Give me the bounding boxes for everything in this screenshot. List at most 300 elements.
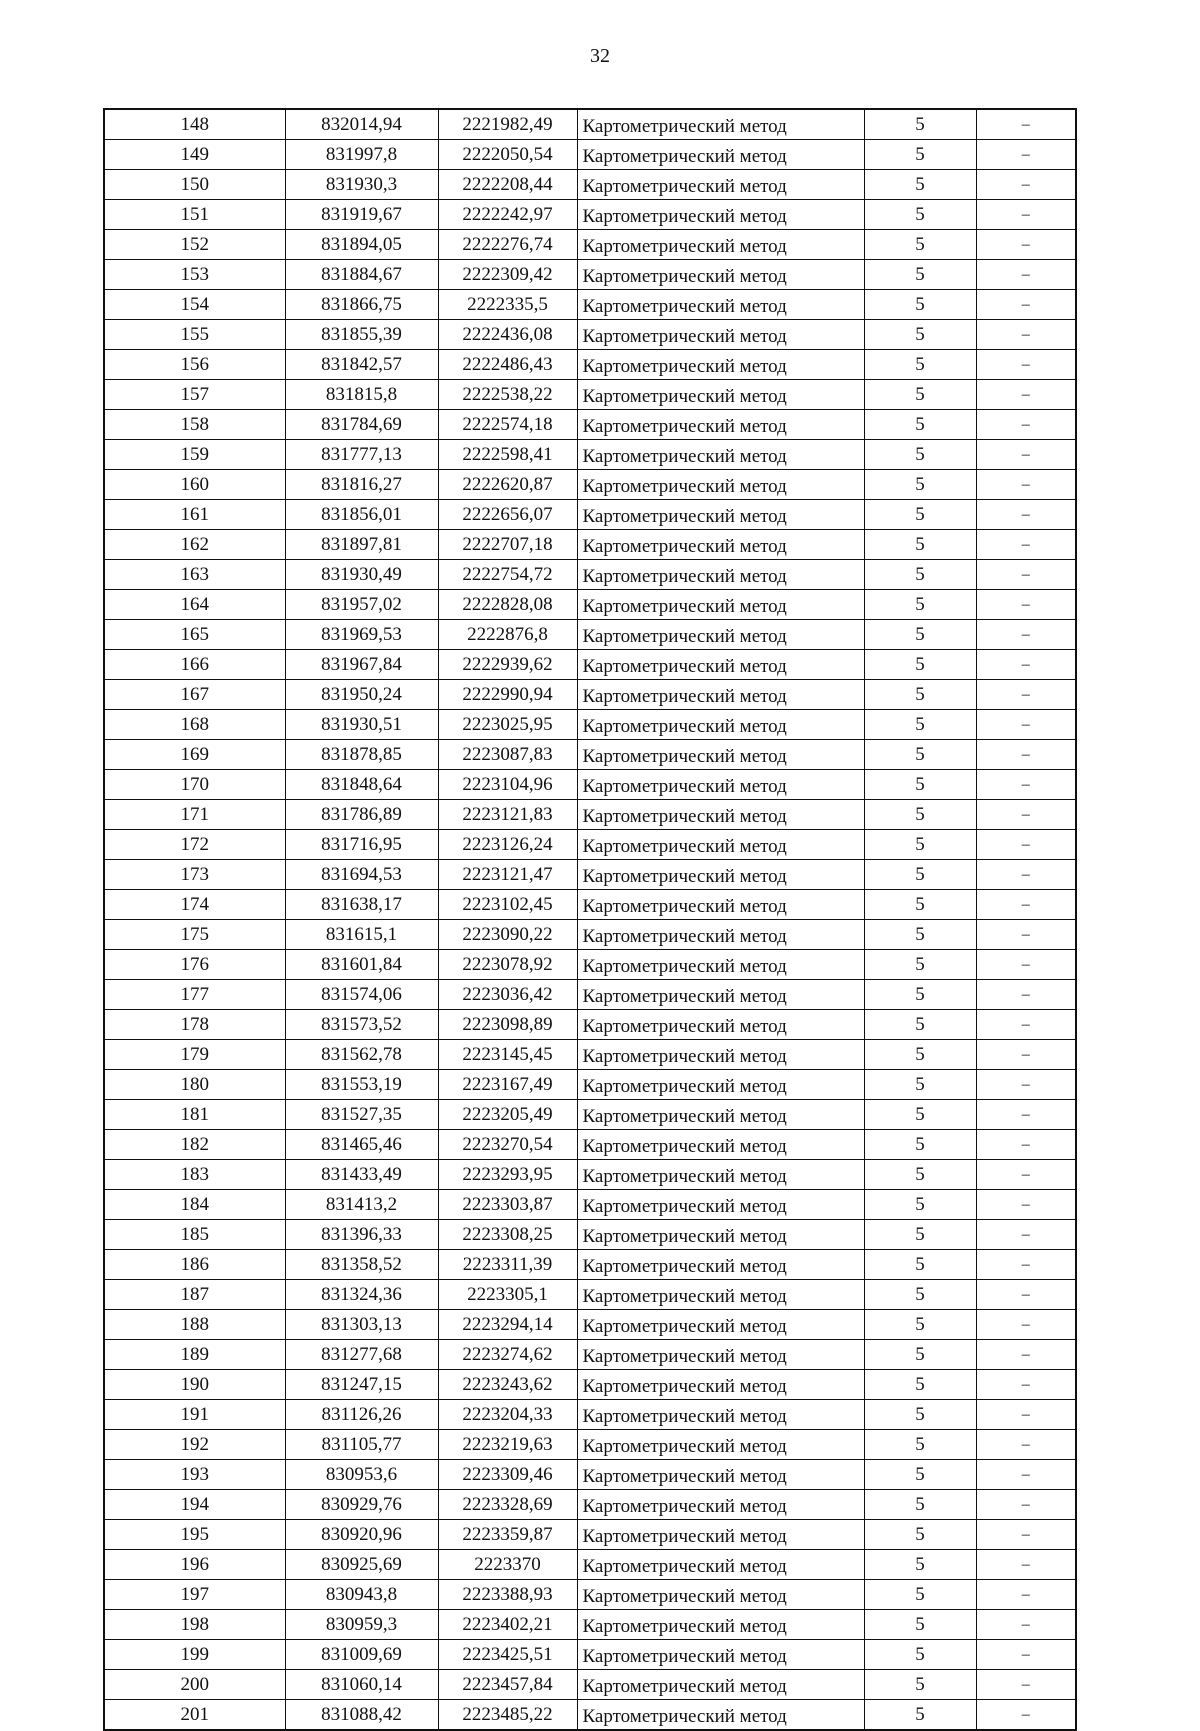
y-coordinate-cell: 2223121,83 xyxy=(438,800,577,830)
table-row xyxy=(104,800,1076,830)
accuracy-cell: 5 xyxy=(864,1010,976,1040)
x-coordinate-cell: 831919,67 xyxy=(285,200,438,230)
y-coordinate-cell: 2223359,87 xyxy=(438,1520,577,1550)
y-coordinate-cell: 2222242,97 xyxy=(438,200,577,230)
method-cell: Картометрический метод xyxy=(577,1520,864,1550)
method-cell: Картометрический метод xyxy=(577,890,864,920)
point-number-cell: 198 xyxy=(104,1610,285,1640)
x-coordinate-cell: 831694,53 xyxy=(285,860,438,890)
y-coordinate-cell: 2223102,45 xyxy=(438,890,577,920)
y-coordinate-cell: 2222939,62 xyxy=(438,650,577,680)
accuracy-cell: 5 xyxy=(864,710,976,740)
point-number-cell: 192 xyxy=(104,1430,285,1460)
table-row xyxy=(104,1160,1076,1190)
accuracy-cell: 5 xyxy=(864,1250,976,1280)
note-cell: – xyxy=(976,200,1076,230)
point-number-cell: 189 xyxy=(104,1340,285,1370)
accuracy-cell: 5 xyxy=(864,1550,976,1580)
method-cell: Картометрический метод xyxy=(577,770,864,800)
y-coordinate-cell: 2222436,08 xyxy=(438,320,577,350)
table-row xyxy=(104,1520,1076,1550)
note-cell: – xyxy=(976,920,1076,950)
method-cell: Картометрический метод xyxy=(577,1490,864,1520)
table-row xyxy=(104,980,1076,1010)
accuracy-cell: 5 xyxy=(864,890,976,920)
table-row xyxy=(104,1430,1076,1460)
y-coordinate-cell: 2223121,47 xyxy=(438,860,577,890)
method-cell: Картометрический метод xyxy=(577,1370,864,1400)
coordinates-table-body xyxy=(104,109,1076,1730)
y-coordinate-cell: 2222276,74 xyxy=(438,230,577,260)
x-coordinate-cell: 831562,78 xyxy=(285,1040,438,1070)
table-row xyxy=(104,410,1076,440)
note-cell: – xyxy=(976,140,1076,170)
point-number-cell: 179 xyxy=(104,1040,285,1070)
x-coordinate-cell: 831957,02 xyxy=(285,590,438,620)
note-cell: – xyxy=(976,1460,1076,1490)
table-row xyxy=(104,950,1076,980)
accuracy-cell: 5 xyxy=(864,470,976,500)
y-coordinate-cell: 2222707,18 xyxy=(438,530,577,560)
method-cell: Картометрический метод xyxy=(577,440,864,470)
y-coordinate-cell: 2223388,93 xyxy=(438,1580,577,1610)
y-coordinate-cell: 2223305,1 xyxy=(438,1280,577,1310)
x-coordinate-cell: 831247,15 xyxy=(285,1370,438,1400)
method-cell: Картометрический метод xyxy=(577,1040,864,1070)
method-cell: Картометрический метод xyxy=(577,560,864,590)
note-cell: – xyxy=(976,1610,1076,1640)
method-cell: Картометрический метод xyxy=(577,1160,864,1190)
x-coordinate-cell: 831815,8 xyxy=(285,380,438,410)
table-row xyxy=(104,1550,1076,1580)
y-coordinate-cell: 2222656,07 xyxy=(438,500,577,530)
note-cell: – xyxy=(976,800,1076,830)
x-coordinate-cell: 831358,52 xyxy=(285,1250,438,1280)
y-coordinate-cell: 2223243,62 xyxy=(438,1370,577,1400)
method-cell: Картометрический метод xyxy=(577,1700,864,1731)
x-coordinate-cell: 831638,17 xyxy=(285,890,438,920)
note-cell: – xyxy=(976,1400,1076,1430)
accuracy-cell: 5 xyxy=(864,1340,976,1370)
y-coordinate-cell: 2223025,95 xyxy=(438,710,577,740)
y-coordinate-cell: 2222828,08 xyxy=(438,590,577,620)
point-number-cell: 148 xyxy=(104,109,285,140)
y-coordinate-cell: 2223485,22 xyxy=(438,1700,577,1731)
table-row xyxy=(104,320,1076,350)
accuracy-cell: 5 xyxy=(864,620,976,650)
note-cell: – xyxy=(976,320,1076,350)
point-number-cell: 185 xyxy=(104,1220,285,1250)
note-cell: – xyxy=(976,680,1076,710)
method-cell: Картометрический метод xyxy=(577,1610,864,1640)
accuracy-cell: 5 xyxy=(864,290,976,320)
x-coordinate-cell: 831894,05 xyxy=(285,230,438,260)
method-cell: Картометрический метод xyxy=(577,830,864,860)
note-cell: – xyxy=(976,1580,1076,1610)
accuracy-cell: 5 xyxy=(864,500,976,530)
accuracy-cell: 5 xyxy=(864,530,976,560)
method-cell: Картометрический метод xyxy=(577,350,864,380)
y-coordinate-cell: 2223090,22 xyxy=(438,920,577,950)
point-number-cell: 171 xyxy=(104,800,285,830)
method-cell: Картометрический метод xyxy=(577,1340,864,1370)
note-cell: – xyxy=(976,1100,1076,1130)
point-number-cell: 150 xyxy=(104,170,285,200)
point-number-cell: 186 xyxy=(104,1250,285,1280)
note-cell: – xyxy=(976,1670,1076,1700)
method-cell: Картометрический метод xyxy=(577,1190,864,1220)
accuracy-cell: 5 xyxy=(864,1280,976,1310)
table-row xyxy=(104,1100,1076,1130)
y-coordinate-cell: 2223311,39 xyxy=(438,1250,577,1280)
table-row xyxy=(104,1070,1076,1100)
y-coordinate-cell: 2223036,42 xyxy=(438,980,577,1010)
table-row xyxy=(104,290,1076,320)
x-coordinate-cell: 831855,39 xyxy=(285,320,438,350)
x-coordinate-cell: 830920,96 xyxy=(285,1520,438,1550)
point-number-cell: 178 xyxy=(104,1010,285,1040)
note-cell: – xyxy=(976,230,1076,260)
point-number-cell: 163 xyxy=(104,560,285,590)
y-coordinate-cell: 2223303,87 xyxy=(438,1190,577,1220)
point-number-cell: 201 xyxy=(104,1700,285,1731)
method-cell: Картометрический метод xyxy=(577,1670,864,1700)
note-cell: – xyxy=(976,530,1076,560)
accuracy-cell: 5 xyxy=(864,1190,976,1220)
table-row xyxy=(104,1130,1076,1160)
method-cell: Картометрический метод xyxy=(577,1580,864,1610)
table-row xyxy=(104,350,1076,380)
point-number-cell: 161 xyxy=(104,500,285,530)
accuracy-cell: 5 xyxy=(864,1040,976,1070)
accuracy-cell: 5 xyxy=(864,1610,976,1640)
x-coordinate-cell: 831816,27 xyxy=(285,470,438,500)
x-coordinate-cell: 831866,75 xyxy=(285,290,438,320)
method-cell: Картометрический метод xyxy=(577,109,864,140)
point-number-cell: 174 xyxy=(104,890,285,920)
y-coordinate-cell: 2223370 xyxy=(438,1550,577,1580)
x-coordinate-cell: 831465,46 xyxy=(285,1130,438,1160)
method-cell: Картометрический метод xyxy=(577,710,864,740)
page-number: 32 xyxy=(590,45,610,67)
point-number-cell: 196 xyxy=(104,1550,285,1580)
method-cell: Картометрический метод xyxy=(577,410,864,440)
method-cell: Картометрический метод xyxy=(577,230,864,260)
accuracy-cell: 5 xyxy=(864,230,976,260)
note-cell: – xyxy=(976,1280,1076,1310)
method-cell: Картометрический метод xyxy=(577,980,864,1010)
y-coordinate-cell: 2222335,5 xyxy=(438,290,577,320)
note-cell: – xyxy=(976,830,1076,860)
note-cell: – xyxy=(976,1700,1076,1731)
method-cell: Картометрический метод xyxy=(577,950,864,980)
y-coordinate-cell: 2223087,83 xyxy=(438,740,577,770)
point-number-cell: 169 xyxy=(104,740,285,770)
accuracy-cell: 5 xyxy=(864,1130,976,1160)
y-coordinate-cell: 2223145,45 xyxy=(438,1040,577,1070)
note-cell: – xyxy=(976,860,1076,890)
table-row xyxy=(104,200,1076,230)
accuracy-cell: 5 xyxy=(864,1310,976,1340)
method-cell: Картометрический метод xyxy=(577,620,864,650)
accuracy-cell: 5 xyxy=(864,1460,976,1490)
method-cell: Картометрический метод xyxy=(577,1250,864,1280)
point-number-cell: 155 xyxy=(104,320,285,350)
note-cell: – xyxy=(976,650,1076,680)
x-coordinate-cell: 831969,53 xyxy=(285,620,438,650)
method-cell: Картометрический метод xyxy=(577,380,864,410)
x-coordinate-cell: 831897,81 xyxy=(285,530,438,560)
accuracy-cell: 5 xyxy=(864,440,976,470)
point-number-cell: 182 xyxy=(104,1130,285,1160)
accuracy-cell: 5 xyxy=(864,770,976,800)
x-coordinate-cell: 831303,13 xyxy=(285,1310,438,1340)
accuracy-cell: 5 xyxy=(864,109,976,140)
point-number-cell: 187 xyxy=(104,1280,285,1310)
point-number-cell: 157 xyxy=(104,380,285,410)
point-number-cell: 158 xyxy=(104,410,285,440)
table-row xyxy=(104,830,1076,860)
point-number-cell: 170 xyxy=(104,770,285,800)
table-row xyxy=(104,620,1076,650)
y-coordinate-cell: 2223294,14 xyxy=(438,1310,577,1340)
point-number-cell: 180 xyxy=(104,1070,285,1100)
note-cell: – xyxy=(976,1040,1076,1070)
accuracy-cell: 5 xyxy=(864,860,976,890)
accuracy-cell: 5 xyxy=(864,170,976,200)
table-row xyxy=(104,440,1076,470)
x-coordinate-cell: 831126,26 xyxy=(285,1400,438,1430)
table-row xyxy=(104,1400,1076,1430)
y-coordinate-cell: 2223205,49 xyxy=(438,1100,577,1130)
accuracy-cell: 5 xyxy=(864,1100,976,1130)
x-coordinate-cell: 830925,69 xyxy=(285,1550,438,1580)
method-cell: Картометрический метод xyxy=(577,470,864,500)
table-row xyxy=(104,1010,1076,1040)
table-row xyxy=(104,1250,1076,1280)
point-number-cell: 193 xyxy=(104,1460,285,1490)
accuracy-cell: 5 xyxy=(864,1370,976,1400)
method-cell: Картометрический метод xyxy=(577,1400,864,1430)
point-number-cell: 197 xyxy=(104,1580,285,1610)
y-coordinate-cell: 2223219,63 xyxy=(438,1430,577,1460)
accuracy-cell: 5 xyxy=(864,260,976,290)
table-row xyxy=(104,170,1076,200)
point-number-cell: 195 xyxy=(104,1520,285,1550)
method-cell: Картометрический метод xyxy=(577,1310,864,1340)
y-coordinate-cell: 2223098,89 xyxy=(438,1010,577,1040)
y-coordinate-cell: 2222754,72 xyxy=(438,560,577,590)
y-coordinate-cell: 2223309,46 xyxy=(438,1460,577,1490)
note-cell: – xyxy=(976,410,1076,440)
point-number-cell: 160 xyxy=(104,470,285,500)
table-row xyxy=(104,1340,1076,1370)
point-number-cell: 156 xyxy=(104,350,285,380)
note-cell: – xyxy=(976,440,1076,470)
y-coordinate-cell: 2223402,21 xyxy=(438,1610,577,1640)
accuracy-cell: 5 xyxy=(864,350,976,380)
y-coordinate-cell: 2222538,22 xyxy=(438,380,577,410)
method-cell: Картометрический метод xyxy=(577,170,864,200)
method-cell: Картометрический метод xyxy=(577,140,864,170)
accuracy-cell: 5 xyxy=(864,980,976,1010)
x-coordinate-cell: 832014,94 xyxy=(285,109,438,140)
y-coordinate-cell: 2222208,44 xyxy=(438,170,577,200)
note-cell: – xyxy=(976,1550,1076,1580)
point-number-cell: 191 xyxy=(104,1400,285,1430)
accuracy-cell: 5 xyxy=(864,200,976,230)
x-coordinate-cell: 830953,6 xyxy=(285,1460,438,1490)
point-number-cell: 167 xyxy=(104,680,285,710)
note-cell: – xyxy=(976,1160,1076,1190)
accuracy-cell: 5 xyxy=(864,1490,976,1520)
y-coordinate-cell: 2223167,49 xyxy=(438,1070,577,1100)
coordinates-table xyxy=(103,108,1077,1731)
x-coordinate-cell: 831433,49 xyxy=(285,1160,438,1190)
note-cell: – xyxy=(976,620,1076,650)
method-cell: Картометрический метод xyxy=(577,320,864,350)
x-coordinate-cell: 831930,49 xyxy=(285,560,438,590)
x-coordinate-cell: 831060,14 xyxy=(285,1670,438,1700)
point-number-cell: 183 xyxy=(104,1160,285,1190)
method-cell: Картометрический метод xyxy=(577,860,864,890)
note-cell: – xyxy=(976,890,1076,920)
y-coordinate-cell: 2223293,95 xyxy=(438,1160,577,1190)
point-number-cell: 165 xyxy=(104,620,285,650)
table-row xyxy=(104,1640,1076,1670)
table-row xyxy=(104,1370,1076,1400)
accuracy-cell: 5 xyxy=(864,1400,976,1430)
method-cell: Картометрический метод xyxy=(577,1430,864,1460)
x-coordinate-cell: 831573,52 xyxy=(285,1010,438,1040)
accuracy-cell: 5 xyxy=(864,410,976,440)
note-cell: – xyxy=(976,1490,1076,1520)
method-cell: Картометрический метод xyxy=(577,530,864,560)
x-coordinate-cell: 831784,69 xyxy=(285,410,438,440)
table-row xyxy=(104,710,1076,740)
x-coordinate-cell: 831601,84 xyxy=(285,950,438,980)
y-coordinate-cell: 2222309,42 xyxy=(438,260,577,290)
note-cell: – xyxy=(976,350,1076,380)
x-coordinate-cell: 831413,2 xyxy=(285,1190,438,1220)
note-cell: – xyxy=(976,1220,1076,1250)
method-cell: Картометрический метод xyxy=(577,200,864,230)
method-cell: Картометрический метод xyxy=(577,260,864,290)
table-row xyxy=(104,890,1076,920)
table-row xyxy=(104,680,1076,710)
accuracy-cell: 5 xyxy=(864,830,976,860)
method-cell: Картометрический метод xyxy=(577,920,864,950)
note-cell: – xyxy=(976,980,1076,1010)
note-cell: – xyxy=(976,770,1076,800)
y-coordinate-cell: 2223204,33 xyxy=(438,1400,577,1430)
accuracy-cell: 5 xyxy=(864,920,976,950)
accuracy-cell: 5 xyxy=(864,320,976,350)
x-coordinate-cell: 831997,8 xyxy=(285,140,438,170)
note-cell: – xyxy=(976,1310,1076,1340)
table-row xyxy=(104,650,1076,680)
point-number-cell: 177 xyxy=(104,980,285,1010)
note-cell: – xyxy=(976,950,1076,980)
point-number-cell: 154 xyxy=(104,290,285,320)
point-number-cell: 172 xyxy=(104,830,285,860)
table-row xyxy=(104,140,1076,170)
note-cell: – xyxy=(976,500,1076,530)
table-row xyxy=(104,260,1076,290)
x-coordinate-cell: 831777,13 xyxy=(285,440,438,470)
y-coordinate-cell: 2222574,18 xyxy=(438,410,577,440)
y-coordinate-cell: 2222876,8 xyxy=(438,620,577,650)
point-number-cell: 190 xyxy=(104,1370,285,1400)
table-row xyxy=(104,860,1076,890)
table-row xyxy=(104,560,1076,590)
table-row xyxy=(104,1580,1076,1610)
x-coordinate-cell: 831842,57 xyxy=(285,350,438,380)
note-cell: – xyxy=(976,1010,1076,1040)
method-cell: Картометрический метод xyxy=(577,290,864,320)
method-cell: Картометрический метод xyxy=(577,1220,864,1250)
note-cell: – xyxy=(976,380,1076,410)
y-coordinate-cell: 2222598,41 xyxy=(438,440,577,470)
y-coordinate-cell: 2223078,92 xyxy=(438,950,577,980)
table-row xyxy=(104,500,1076,530)
table-row xyxy=(104,530,1076,560)
note-cell: – xyxy=(976,1250,1076,1280)
point-number-cell: 162 xyxy=(104,530,285,560)
y-coordinate-cell: 2222486,43 xyxy=(438,350,577,380)
method-cell: Картометрический метод xyxy=(577,590,864,620)
accuracy-cell: 5 xyxy=(864,950,976,980)
method-cell: Картометрический метод xyxy=(577,1460,864,1490)
method-cell: Картометрический метод xyxy=(577,1070,864,1100)
note-cell: – xyxy=(976,740,1076,770)
method-cell: Картометрический метод xyxy=(577,1550,864,1580)
y-coordinate-cell: 2221982,49 xyxy=(438,109,577,140)
note-cell: – xyxy=(976,710,1076,740)
accuracy-cell: 5 xyxy=(864,590,976,620)
x-coordinate-cell: 831105,77 xyxy=(285,1430,438,1460)
method-cell: Картометрический метод xyxy=(577,500,864,530)
note-cell: – xyxy=(976,470,1076,500)
accuracy-cell: 5 xyxy=(864,1430,976,1460)
y-coordinate-cell: 2223274,62 xyxy=(438,1340,577,1370)
x-coordinate-cell: 831088,42 xyxy=(285,1700,438,1731)
table-row xyxy=(104,1700,1076,1731)
y-coordinate-cell: 2222990,94 xyxy=(438,680,577,710)
accuracy-cell: 5 xyxy=(864,740,976,770)
table-row xyxy=(104,230,1076,260)
accuracy-cell: 5 xyxy=(864,1520,976,1550)
method-cell: Картометрический метод xyxy=(577,1280,864,1310)
y-coordinate-cell: 2223328,69 xyxy=(438,1490,577,1520)
method-cell: Картометрический метод xyxy=(577,1640,864,1670)
accuracy-cell: 5 xyxy=(864,560,976,590)
y-coordinate-cell: 2223126,24 xyxy=(438,830,577,860)
table-row xyxy=(104,1670,1076,1700)
note-cell: – xyxy=(976,560,1076,590)
accuracy-cell: 5 xyxy=(864,1640,976,1670)
x-coordinate-cell: 831967,84 xyxy=(285,650,438,680)
x-coordinate-cell: 831396,33 xyxy=(285,1220,438,1250)
y-coordinate-cell: 2223104,96 xyxy=(438,770,577,800)
x-coordinate-cell: 831527,35 xyxy=(285,1100,438,1130)
point-number-cell: 194 xyxy=(104,1490,285,1520)
accuracy-cell: 5 xyxy=(864,1700,976,1731)
point-number-cell: 159 xyxy=(104,440,285,470)
y-coordinate-cell: 2222620,87 xyxy=(438,470,577,500)
x-coordinate-cell: 831324,36 xyxy=(285,1280,438,1310)
table-row xyxy=(104,380,1076,410)
